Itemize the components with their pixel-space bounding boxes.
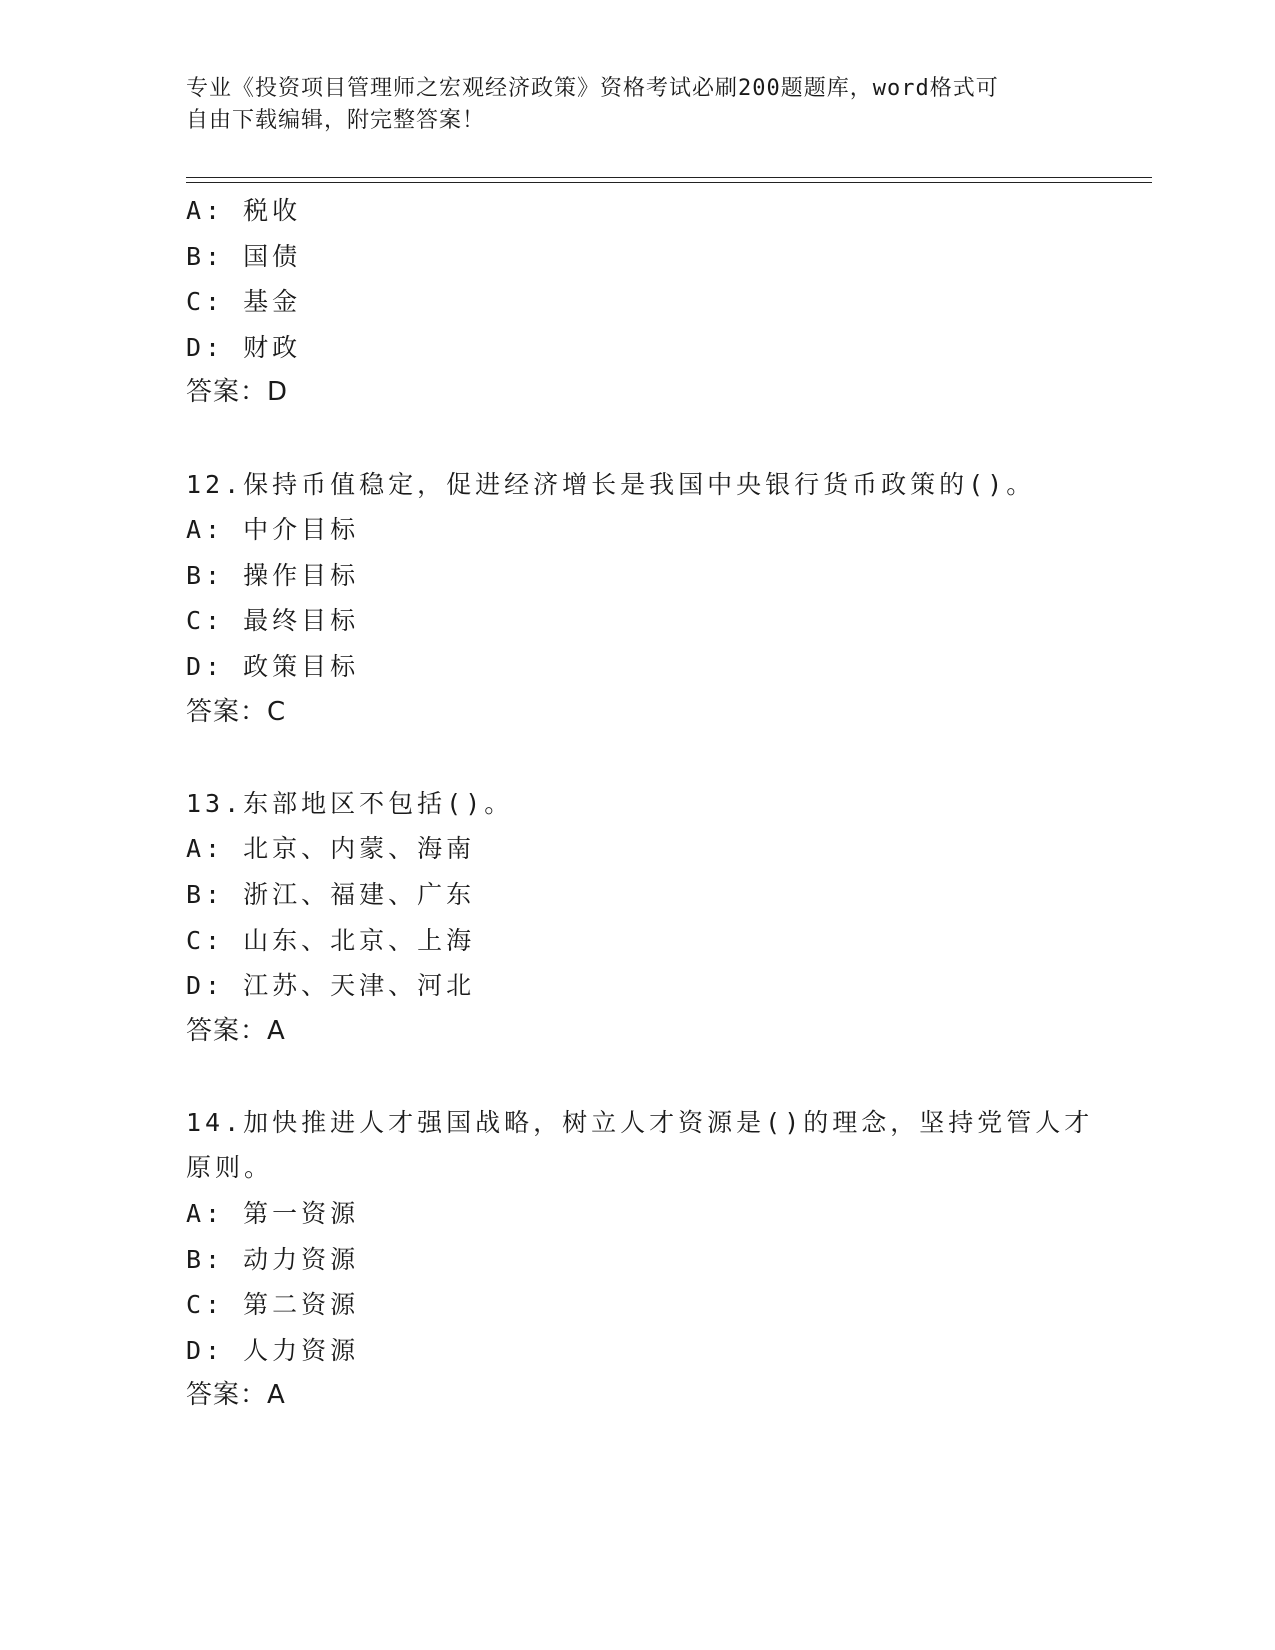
question-stem-line-1: 14.加快推进人才强国战略，树立人才资源是()的理念，坚持党管人才 bbox=[186, 1107, 1094, 1137]
option-a: A: 中介目标 bbox=[186, 515, 360, 545]
answer: 答案：C bbox=[186, 696, 287, 727]
option-c: C: 第二资源 bbox=[186, 1290, 360, 1320]
spacer bbox=[186, 1054, 1086, 1100]
question-11 bbox=[186, 188, 1086, 416]
option-d: D: 人力资源 bbox=[186, 1335, 360, 1365]
option-b: B: 操作目标 bbox=[186, 560, 360, 590]
header-title-line-2: 自由下载编辑，附完整答案！ bbox=[186, 108, 486, 133]
spacer bbox=[186, 735, 1086, 781]
spacer bbox=[186, 416, 1086, 462]
option-b: B: 动力资源 bbox=[186, 1244, 360, 1274]
option-a: A: 税收 bbox=[186, 196, 302, 225]
option-d: D: 政策目标 bbox=[186, 651, 360, 681]
header-title-line-1: 专业《投资项目管理师之宏观经济政策》资格考试必刷200题题库，word格式可 bbox=[186, 76, 999, 101]
question-list bbox=[186, 188, 1094, 1419]
option-b: B: 浙江、福建、广东 bbox=[186, 879, 476, 909]
option-c: C: 山东、北京、上海 bbox=[186, 925, 476, 955]
option-d: D: 财政 bbox=[186, 332, 302, 362]
question-14 bbox=[186, 1100, 1094, 1419]
header-divider-top bbox=[186, 177, 1152, 178]
question-stem-line-2: 原则。 bbox=[186, 1153, 274, 1183]
question-12 bbox=[186, 462, 1086, 736]
answer: 答案：D bbox=[186, 377, 289, 408]
option-b: B: 国债 bbox=[186, 241, 302, 271]
option-a: A: 第一资源 bbox=[186, 1199, 360, 1229]
header-divider-bottom bbox=[186, 182, 1152, 183]
question-13 bbox=[186, 781, 1086, 1055]
option-d: D: 江苏、天津、河北 bbox=[186, 971, 476, 1001]
answer: 答案：A bbox=[186, 1380, 286, 1411]
document-header bbox=[186, 73, 1066, 137]
answer: 答案：A bbox=[186, 1015, 286, 1046]
option-a: A: 北京、内蒙、海南 bbox=[186, 834, 476, 864]
question-stem: 12.保持币值稳定，促进经济增长是我国中央银行货币政策的()。 bbox=[186, 469, 1036, 499]
question-stem: 13.东部地区不包括()。 bbox=[186, 788, 514, 818]
option-c: C: 最终目标 bbox=[186, 606, 360, 636]
option-c: C: 基金 bbox=[186, 287, 302, 317]
